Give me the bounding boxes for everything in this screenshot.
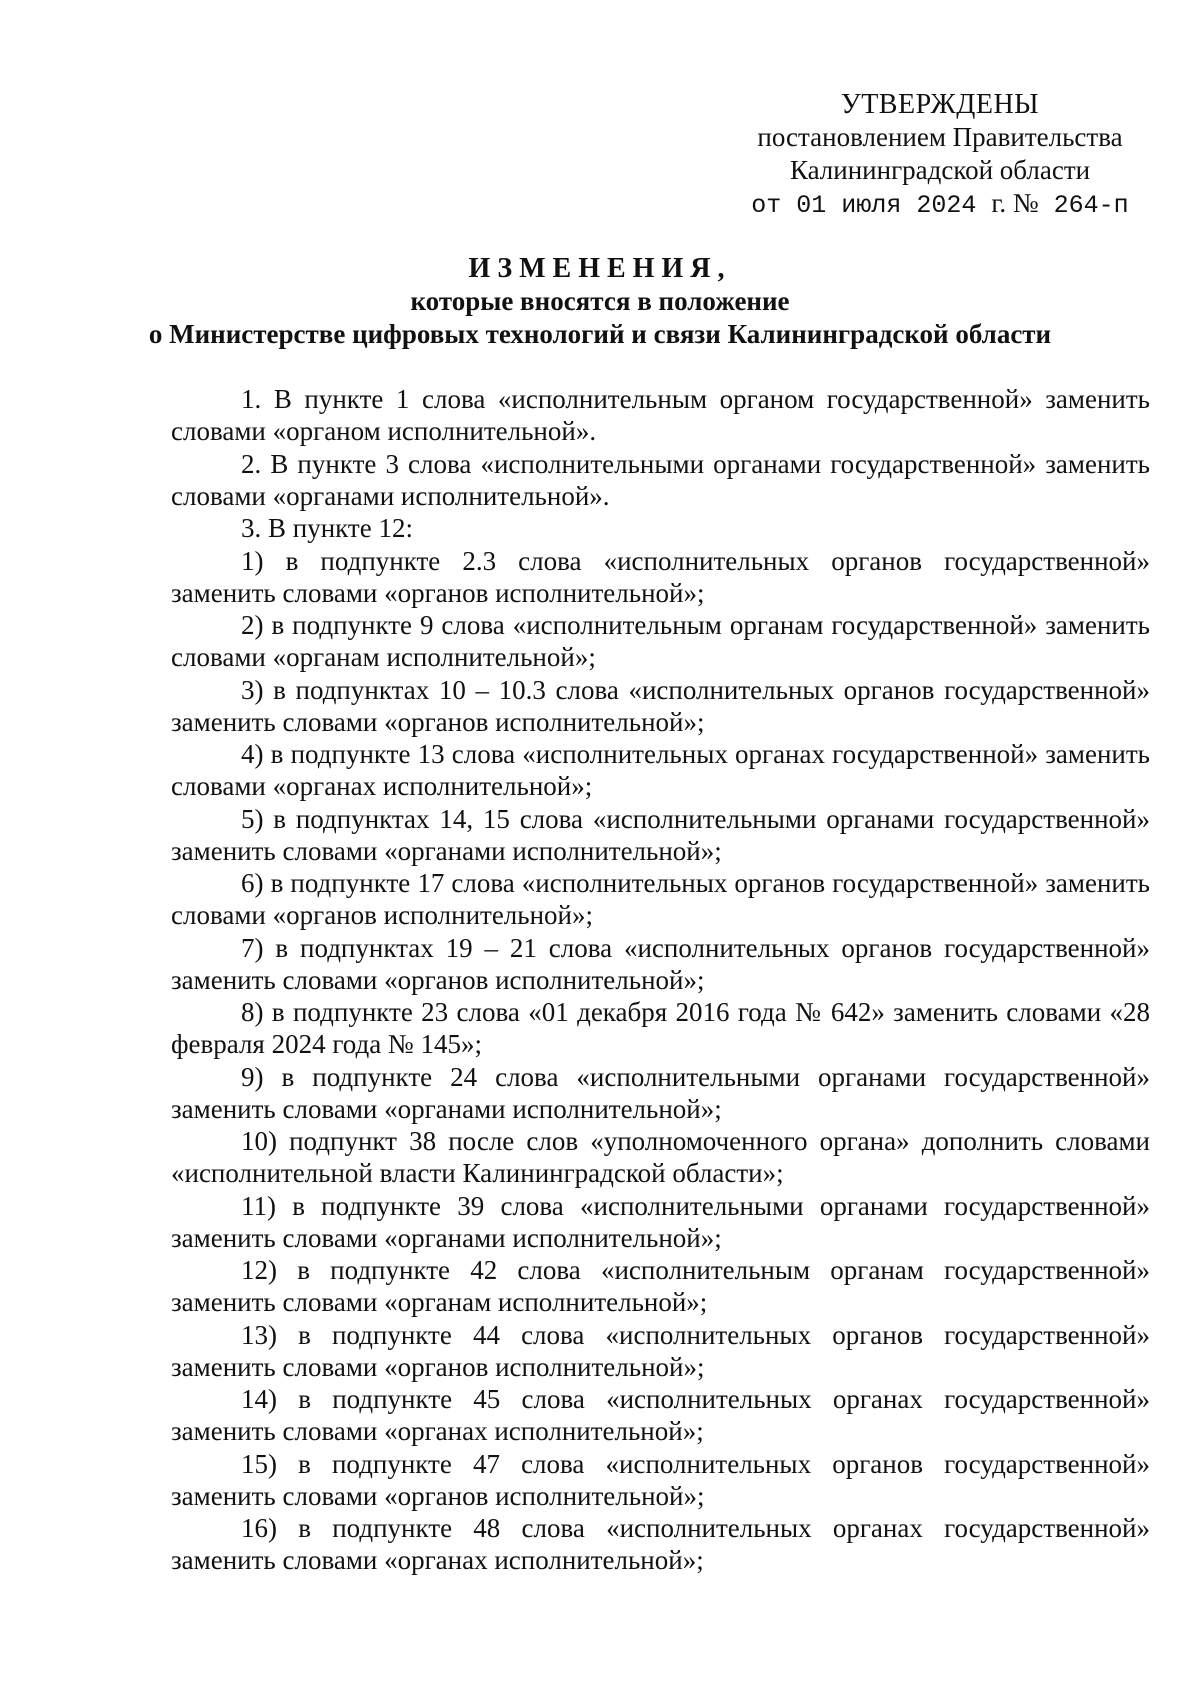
subparagraph-6: 6) в подпункте 17 слова «исполнительных органов государственной» заменить словами «органов исполнительной»;	[171, 868, 1150, 930]
document-subtitle-2: о Министерстве цифровых технологий и связи Калининградской области	[148, 319, 1052, 349]
paragraph-1: 1. В пункте 1 слова «исполнительным органом государственной» заменить словами «органом исполнительной».	[171, 384, 1150, 446]
approval-date: от 01 июля 2024	[751, 191, 977, 220]
document-subtitle-1: которые вносятся в положение	[410, 286, 790, 316]
document-body	[171, 383, 1150, 1577]
subparagraph-5: 5) в подпунктах 14, 15 слова «исполнительными органами государственной» заменить словами «органами исполнительной»;	[171, 803, 1150, 866]
approval-heading: УТВЕРЖДЕНЫ	[840, 89, 1040, 120]
subparagraph-2: 2) в подпункте 9 слова «исполнительным органам государственной» заменить словами «органам исполнительной»;	[171, 610, 1150, 672]
approval-line-2: Калининградской области	[789, 155, 1091, 185]
subparagraph-12: 12) в подпункте 42 слова «исполнительным органам государственной» заменить словами «органам исполнительной»;	[171, 1255, 1150, 1317]
subparagraph-13: 13) в подпункте 44 слова «исполнительных органов государственной» заменить словами «органов исполнительной»;	[171, 1319, 1150, 1382]
approval-line-1: постановлением Правительства	[757, 122, 1123, 152]
paragraph-3: 3. В пункте 12:	[241, 513, 413, 543]
subparagraph-1: 1) в подпункте 2.3 слова «исполнительных органов государственной» заменить словами «органов исполнительной»;	[171, 545, 1150, 608]
document-title-block	[0, 252, 1200, 351]
approval-date-line	[740, 187, 1140, 222]
subparagraph-8: 8) в подпункте 23 слова «01 декабря 2016 года № 642» заменить словами «28 февраля 2024 года № 145»;	[171, 997, 1150, 1059]
subparagraph-7: 7) в подпунктах 19 – 21 слова «исполнительных органов государственной» заменить словами «органов исполнительной»;	[171, 932, 1150, 995]
subparagraph-16: 16) в подпункте 48 слова «исполнительных органах государственной» заменить словами «органах исполнительной»;	[171, 1513, 1150, 1575]
approval-stamp	[740, 88, 1140, 222]
subparagraph-9: 9) в подпункте 24 слова «исполнительными органами государственной» заменить словами «органами исполнительной»;	[171, 1061, 1150, 1124]
subparagraph-10: 10) подпункт 38 после слов «уполномоченного органа» дополнить словами «исполнительной власти Калининградской области»;	[171, 1126, 1150, 1188]
subparagraph-15: 15) в подпункте 47 слова «исполнительных органов государственной» заменить словами «органов исполнительной»;	[171, 1448, 1150, 1511]
subparagraph-4: 4) в подпункте 13 слова «исполнительных органах государственной» заменить словами «органах исполнительной»;	[171, 739, 1150, 801]
approval-year-suffix: г. №	[991, 188, 1039, 218]
paragraph-2: 2. В пункте 3 слова «исполнительными органами государственной» заменить словами «органами исполнительной».	[171, 448, 1150, 511]
subparagraph-11: 11) в подпункте 39 слова «исполнительными органами государственной» заменить словами «органами исполнительной»;	[171, 1190, 1150, 1253]
subparagraph-3: 3) в подпунктах 10 – 10.3 слова «исполнительных органов государственной» заменить словами «органов исполнительной»;	[171, 674, 1150, 737]
document-title: ИЗМЕНЕНИЯ,	[468, 253, 732, 284]
subparagraph-14: 14) в подпункте 45 слова «исполнительных органах государственной» заменить словами «органах исполнительной»;	[171, 1384, 1150, 1446]
approval-number: 264-п	[1053, 191, 1129, 220]
